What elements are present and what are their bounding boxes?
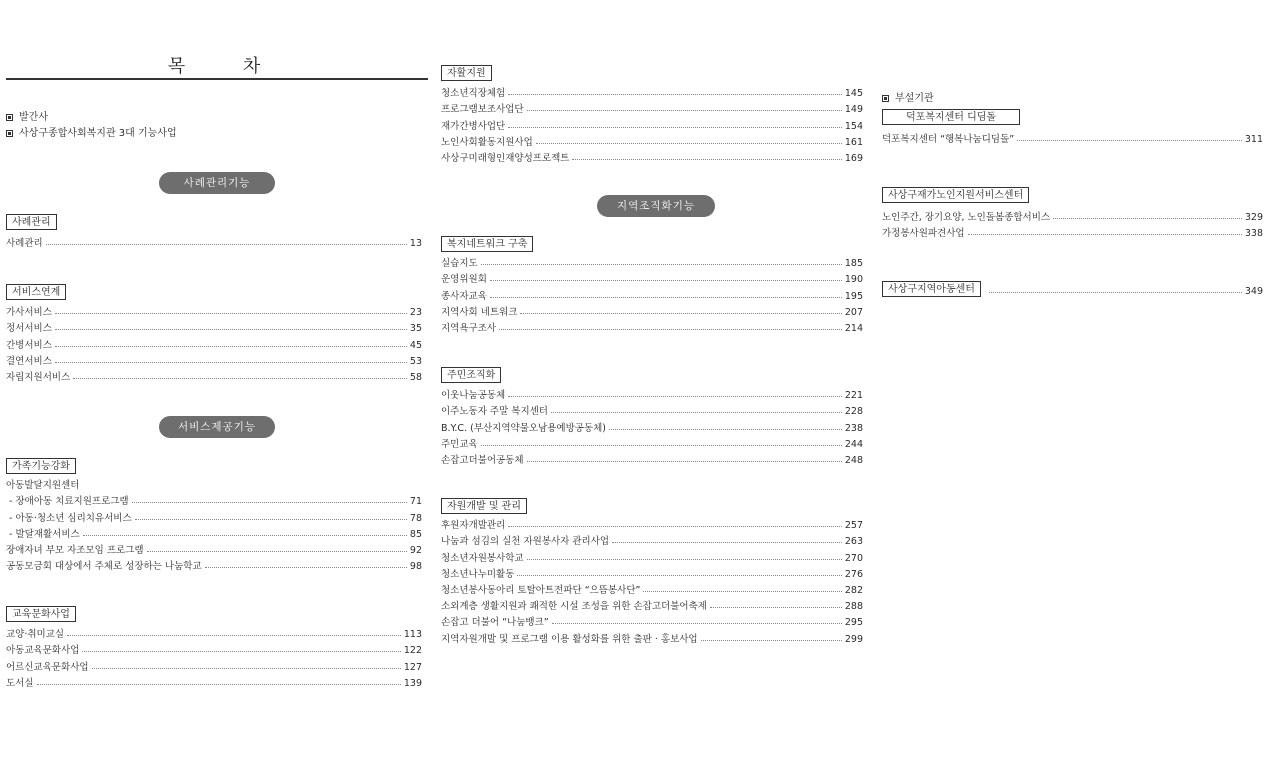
section-heading-network: 복지네트워크 구축 <box>441 236 533 252</box>
entry-title: 가정봉사원파견사업 <box>882 228 965 240</box>
entry-title: 아동교육문화사업 <box>6 645 80 657</box>
toc-entry[interactable] <box>6 351 422 367</box>
toc-entry[interactable] <box>6 540 422 556</box>
page-number: 244 <box>844 438 863 450</box>
entry-title: 공동모금회 대상에서 주체로 성장하는 나눔학교 <box>6 561 202 573</box>
entries-case-mgmt <box>6 233 422 249</box>
page-number: 248 <box>844 454 863 466</box>
section-heading-elderly: 사상구재가노인지원서비스센터 <box>882 187 1029 203</box>
leader-dots <box>55 313 407 314</box>
toc-entry[interactable] <box>441 302 863 318</box>
toc-entry[interactable] <box>6 491 422 507</box>
toc-entry[interactable] <box>441 83 863 99</box>
toc-entry[interactable] <box>441 515 863 531</box>
leader-dots <box>481 264 842 265</box>
toc-entry[interactable] <box>441 132 863 148</box>
toc-entry[interactable] <box>441 99 863 115</box>
toc-entry[interactable] <box>441 434 863 450</box>
toc-entry[interactable] <box>441 401 863 417</box>
toc-entry[interactable] <box>441 628 863 644</box>
page-number: 149 <box>844 104 863 116</box>
toc-entry[interactable] <box>6 475 422 491</box>
entries-family <box>6 475 422 572</box>
page-number: 161 <box>844 136 863 148</box>
page-number: 85 <box>409 528 422 540</box>
leader-dots <box>508 526 842 527</box>
page-number: 35 <box>409 323 422 335</box>
leader-dots <box>132 502 407 503</box>
toc-entry[interactable] <box>441 580 863 596</box>
entry-title: 가사서비스 <box>6 307 52 319</box>
leader-dots <box>609 429 842 430</box>
page-number: 78 <box>409 512 422 524</box>
page-number: 228 <box>844 406 863 418</box>
entry-title: 사상구미래형인재양성프로젝트 <box>441 152 570 164</box>
entry-title: 지역사회 네트워크 <box>441 306 518 318</box>
title-divider <box>6 78 428 80</box>
section-heading-resources: 자원개발 및 관리 <box>441 498 527 514</box>
page-number: 98 <box>409 561 422 573</box>
toc-entry[interactable] <box>6 656 422 672</box>
leader-dots <box>643 591 841 592</box>
leader-dots <box>481 445 842 446</box>
affiliated-label: 부설기관 <box>882 89 934 104</box>
leader-dots <box>612 542 842 543</box>
function-pill-community: 지역조직화기능 <box>597 195 715 217</box>
entry-title: 간병서비스 <box>6 339 52 351</box>
leader-dots <box>67 635 401 636</box>
entry-title: 자립지원서비스 <box>6 371 71 383</box>
page-number: 45 <box>409 339 422 351</box>
page-number: 92 <box>409 544 422 556</box>
toc-entry[interactable] <box>6 507 422 523</box>
entry-title: 청소년자원봉사학교 <box>441 552 524 564</box>
leader-dots <box>55 362 407 363</box>
toc-entry[interactable] <box>441 253 863 269</box>
entry-title: 이주노동자 주말 복지센터 <box>441 406 548 418</box>
intro-item-three-functions: 사상구종합사회복지관 3대 기능사업 <box>6 124 177 139</box>
leader-dots <box>73 378 407 379</box>
square-bullet-icon <box>6 114 13 121</box>
leader-dots <box>1053 218 1242 219</box>
page-number: 139 <box>403 677 422 689</box>
entry-title: 어르신교육문화사업 <box>6 661 89 673</box>
toc-entry[interactable] <box>441 269 863 285</box>
entry-title: 후원자개발관리 <box>441 520 506 532</box>
entry-title: 노인사회활동지원사업 <box>441 136 533 148</box>
leader-dots <box>517 575 841 576</box>
section-heading-children: 사상구지역아동센터 <box>882 281 981 297</box>
page-number: 58 <box>409 371 422 383</box>
page-number: 122 <box>403 645 422 657</box>
page-number: 238 <box>844 422 863 434</box>
page-number: 53 <box>409 355 422 367</box>
toc-entry[interactable] <box>441 450 863 466</box>
page-number: 195 <box>844 290 863 302</box>
leader-dots <box>572 159 841 160</box>
toc-entry[interactable] <box>441 115 863 131</box>
section-heading-residents: 주민조직화 <box>441 367 501 383</box>
section-heading-service-link: 서비스연계 <box>6 284 66 300</box>
entries-network <box>441 253 863 334</box>
page-number: 221 <box>844 390 863 402</box>
page-number: 214 <box>844 322 863 334</box>
page-number: 207 <box>844 306 863 318</box>
entry-title: 교양·취미교실 <box>6 629 65 641</box>
leader-dots <box>490 297 842 298</box>
leader-dots <box>55 329 407 330</box>
entries-children <box>882 279 1263 297</box>
leader-dots <box>508 396 842 397</box>
entry-title: 재가간병사업단 <box>441 120 506 132</box>
entry-title: 청소년직장체험 <box>441 88 506 100</box>
leader-dots <box>1017 140 1242 141</box>
entry-title: B.Y.C. (부산지역약물오남용예방공동체) <box>441 422 606 434</box>
entries-resources <box>441 515 863 645</box>
toc-entry[interactable] <box>441 564 863 580</box>
toc-title: 목 차 <box>167 56 287 77</box>
entries-elderly <box>882 207 1263 239</box>
toc-entry[interactable] <box>6 673 422 689</box>
leader-dots <box>46 244 407 245</box>
toc-entry[interactable] <box>6 302 422 318</box>
toc-entry[interactable] <box>6 640 422 656</box>
toc-entry[interactable] <box>6 318 422 334</box>
leader-dots <box>82 651 400 652</box>
function-pill-case: 사례관리기능 <box>159 172 275 194</box>
leader-dots <box>710 607 842 608</box>
leader-dots <box>55 346 407 347</box>
section-heading-education: 교육문화사업 <box>6 606 76 622</box>
square-bullet-icon <box>6 130 13 137</box>
toc-entry[interactable] <box>441 318 863 334</box>
leader-dots <box>527 461 842 462</box>
entries-education <box>6 624 422 689</box>
section-heading-deokpo: 덕포복지센터 디딤돌 <box>882 109 1020 125</box>
section-heading-family: 가족기능강화 <box>6 458 76 474</box>
toc-entry[interactable] <box>441 385 863 401</box>
entry-title: 도서실 <box>6 677 34 689</box>
page-number: 13 <box>409 238 422 250</box>
toc-entry[interactable] <box>441 285 863 301</box>
toc-entry[interactable] <box>441 612 863 628</box>
entries-service-link <box>6 302 422 383</box>
leader-dots <box>499 329 842 330</box>
entry-title: 종사자교육 <box>441 290 487 302</box>
entries-deokpo <box>882 129 1263 145</box>
entry-title: 덕포복지센터 “행복나눔디딤돌” <box>882 134 1015 146</box>
page-number: 295 <box>844 617 863 629</box>
leader-dots <box>135 519 407 520</box>
toc-entry[interactable] <box>441 417 863 433</box>
entry-title: 실습지도 <box>441 258 478 270</box>
entry-title: 소외계층 생활지원과 쾌적한 시설 조성을 위한 손잡고더불어축제 <box>441 601 707 613</box>
page-number: 263 <box>844 536 863 548</box>
toc-entry[interactable] <box>441 596 863 612</box>
entry-title: 정서서비스 <box>6 323 52 335</box>
page-number: 145 <box>844 88 863 100</box>
toc-entry[interactable] <box>882 129 1263 145</box>
entry-title: 손잡고더불어공동체 <box>441 454 524 466</box>
toc-entry[interactable] <box>441 547 863 563</box>
toc-entry[interactable] <box>441 531 863 547</box>
page-number: 276 <box>844 568 863 580</box>
leader-dots <box>508 94 842 95</box>
entry-title: 결연서비스 <box>6 355 52 367</box>
entry-title: 이웃나눔공동체 <box>441 390 506 402</box>
page-number: 349 <box>1244 286 1263 297</box>
toc-entry[interactable] <box>6 233 422 249</box>
leader-dots <box>205 567 407 568</box>
page-number: 311 <box>1244 134 1263 146</box>
section-heading-case-mgmt: 사례관리 <box>6 214 57 230</box>
page-number: 257 <box>844 520 863 532</box>
page-number: 190 <box>844 274 863 286</box>
leader-dots <box>490 280 842 281</box>
entry-title: 나눔과 섬김의 실천 자원봉사자 관리사업 <box>441 536 610 548</box>
entry-title: - 아동·청소년 심리치유서비스 <box>6 512 132 524</box>
leader-dots <box>989 292 1242 293</box>
leader-dots <box>527 559 842 560</box>
toc-entry[interactable] <box>882 207 1263 223</box>
page-number: 71 <box>409 496 422 508</box>
leader-dots <box>527 110 842 111</box>
page-number: 127 <box>403 661 422 673</box>
leader-dots <box>552 623 842 624</box>
entry-title: 장애자녀 부모 자조모임 프로그램 <box>6 544 144 556</box>
page-number: 329 <box>1244 212 1263 224</box>
leader-dots <box>551 412 842 413</box>
page-number: 185 <box>844 258 863 270</box>
page-number: 23 <box>409 307 422 319</box>
toc-entry[interactable] <box>6 624 422 640</box>
page-number: 338 <box>1244 228 1263 240</box>
leader-dots <box>520 313 841 314</box>
toc-entry[interactable] <box>441 148 863 164</box>
square-bullet-icon <box>882 95 889 102</box>
toc-entry[interactable] <box>882 223 1263 239</box>
entry-title: 손잡고 더불어 “나눔뱅크” <box>441 617 549 629</box>
entry-title: 아동발달지원센터 <box>6 480 80 492</box>
page-number: 169 <box>844 152 863 164</box>
leader-dots <box>536 143 842 144</box>
toc-entry[interactable] <box>6 334 422 350</box>
leader-dots <box>701 640 842 641</box>
toc-entry[interactable] <box>6 556 422 572</box>
entry-title: 지역욕구조사 <box>441 322 497 334</box>
intro-item-preface: 발간사 <box>6 108 48 123</box>
entries-self-support <box>441 83 863 164</box>
page-number: 299 <box>844 633 863 645</box>
entry-title: - 장애아동 치료지원프로그램 <box>6 496 129 508</box>
leader-dots <box>147 551 407 552</box>
entry-title: - 발달재활서비스 <box>6 528 80 540</box>
leader-dots <box>508 127 842 128</box>
entry-title: 프로그램보조사업단 <box>441 104 524 116</box>
entry-title: 청소년봉사동아리 토탈아트전파단 “으뜸봉사단” <box>441 584 641 596</box>
toc-entry[interactable] <box>882 279 1263 297</box>
leader-dots <box>968 234 1242 235</box>
leader-dots <box>37 684 401 685</box>
page-number: 113 <box>403 629 422 641</box>
page-number: 282 <box>844 584 863 596</box>
page-number: 154 <box>844 120 863 132</box>
entry-title: 주민교육 <box>441 438 478 450</box>
entry-title: 지역자원개발 및 프로그램 이용 활성화를 위한 출판 · 홍보사업 <box>441 633 698 645</box>
leader-dots <box>83 535 407 536</box>
function-pill-service: 서비스제공기능 <box>159 416 275 438</box>
entry-title: 노인주간, 장기요양, 노인돌봄종합서비스 <box>882 212 1051 224</box>
leader-dots <box>92 668 401 669</box>
toc-entry[interactable] <box>6 367 422 383</box>
toc-entry[interactable] <box>6 524 422 540</box>
entries-residents <box>441 385 863 466</box>
entry-title: 사례관리 <box>6 238 43 250</box>
entry-title: 운영위원회 <box>441 274 487 286</box>
entry-title: 청소년나누미활동 <box>441 568 515 580</box>
section-heading-self-support: 자활지원 <box>441 65 492 81</box>
page-number: 288 <box>844 601 863 613</box>
page-number: 270 <box>844 552 863 564</box>
